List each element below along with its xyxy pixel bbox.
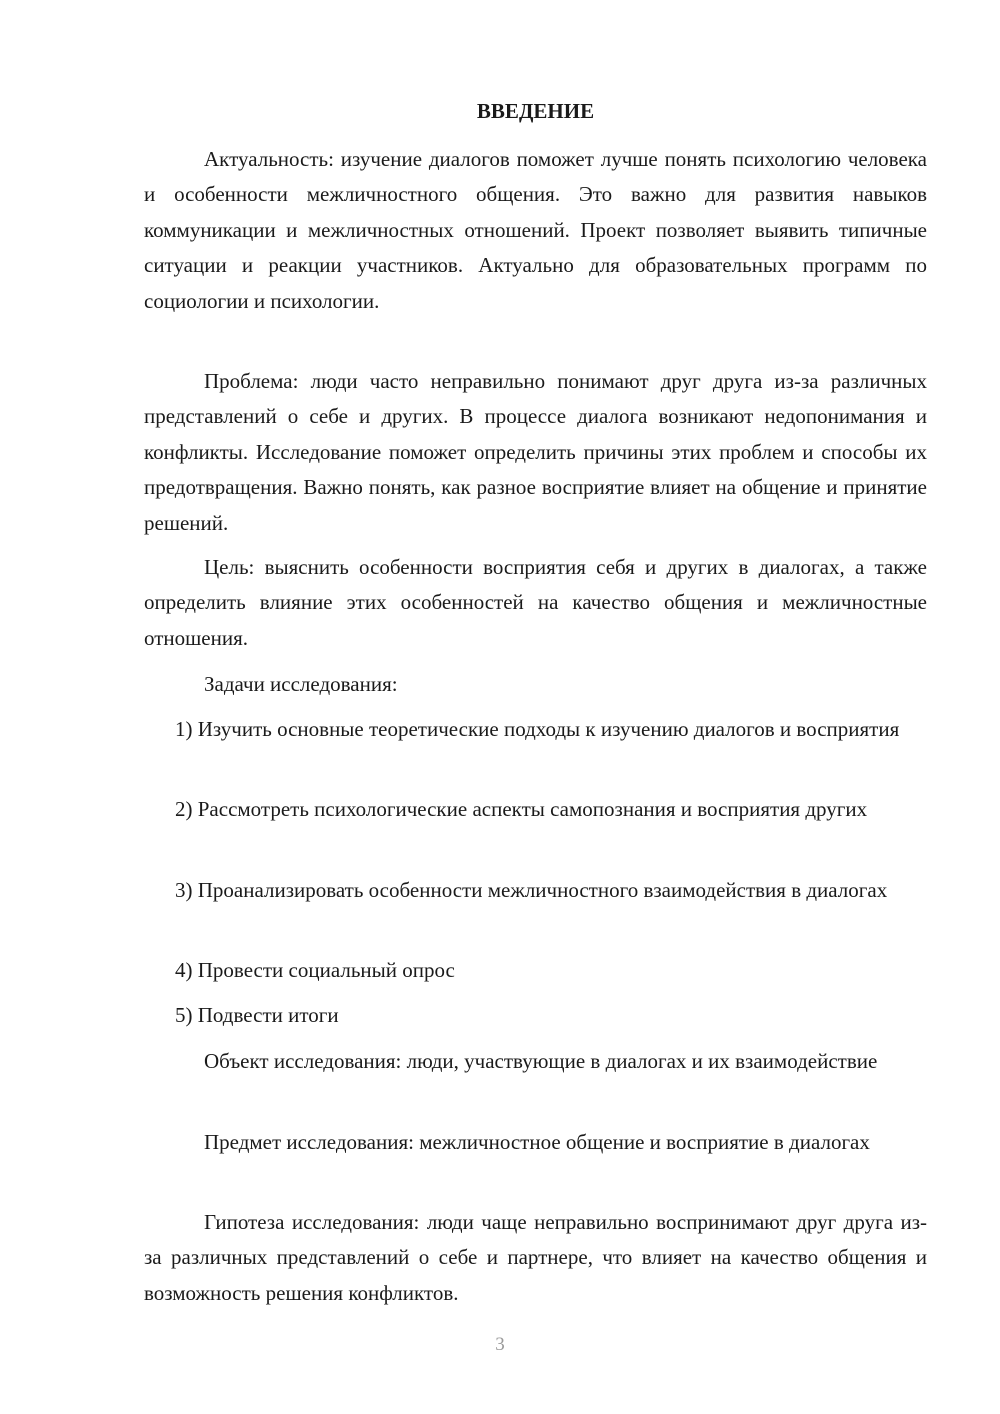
problem-paragraph: Проблема: люди часто неправильно понимают друг друга из-за различных представлений о себе и других. В процессе диалога возникают недопонимания и конфликты. Исследование поможет определить причины этих проблем и способы их предотвращения. Важно понять, как разное восприятие влияет на общение и принятие решений. (144, 369, 927, 535)
list-item: 3) Проанализировать особенности межличностного взаимодействия в диалогах (175, 878, 888, 902)
page-number: 3 (495, 1334, 505, 1355)
relevance-paragraph: Актуальность: изучение диалогов поможет лучше понять психологию человека и особенности межличностного общения. Это важно для развития навыков коммуникации и межличностных отношений. Проект позволяет выявить типичные ситуации и реакции участников. Актуально для образовательных программ по социологии и психологии. (144, 147, 927, 313)
list-item: 2) Рассмотреть психологические аспекты самопознания и восприятия других (175, 797, 868, 821)
list-item: 1) Изучить основные теоретические подходы к изучению диалогов и восприятия (175, 717, 900, 741)
object-paragraph: Объект исследования: люди, участвующие в диалогах и их взаимодействие (204, 1049, 878, 1073)
list-item: 4) Провести социальный опрос (175, 958, 455, 982)
list-item: 5) Подвести итоги (175, 1003, 339, 1027)
tasks-heading: Задачи исследования: (204, 672, 398, 696)
section-title: ВВЕДЕНИЕ (476, 99, 595, 123)
goal-paragraph: Цель: выяснить особенности восприятия себя и других в диалогах, а также определить влияние этих особенностей на качество общения и межличностные отношения. (144, 555, 927, 650)
subject-paragraph: Предмет исследования: межличностное общение и восприятие в диалогах (204, 1130, 870, 1154)
hypothesis-paragraph: Гипотеза исследования: люди чаще неправильно воспринимают друг друга из-за различных представлений о себе и партнере, что влияет на качество общения и возможность решения конфликтов. (144, 1210, 927, 1305)
